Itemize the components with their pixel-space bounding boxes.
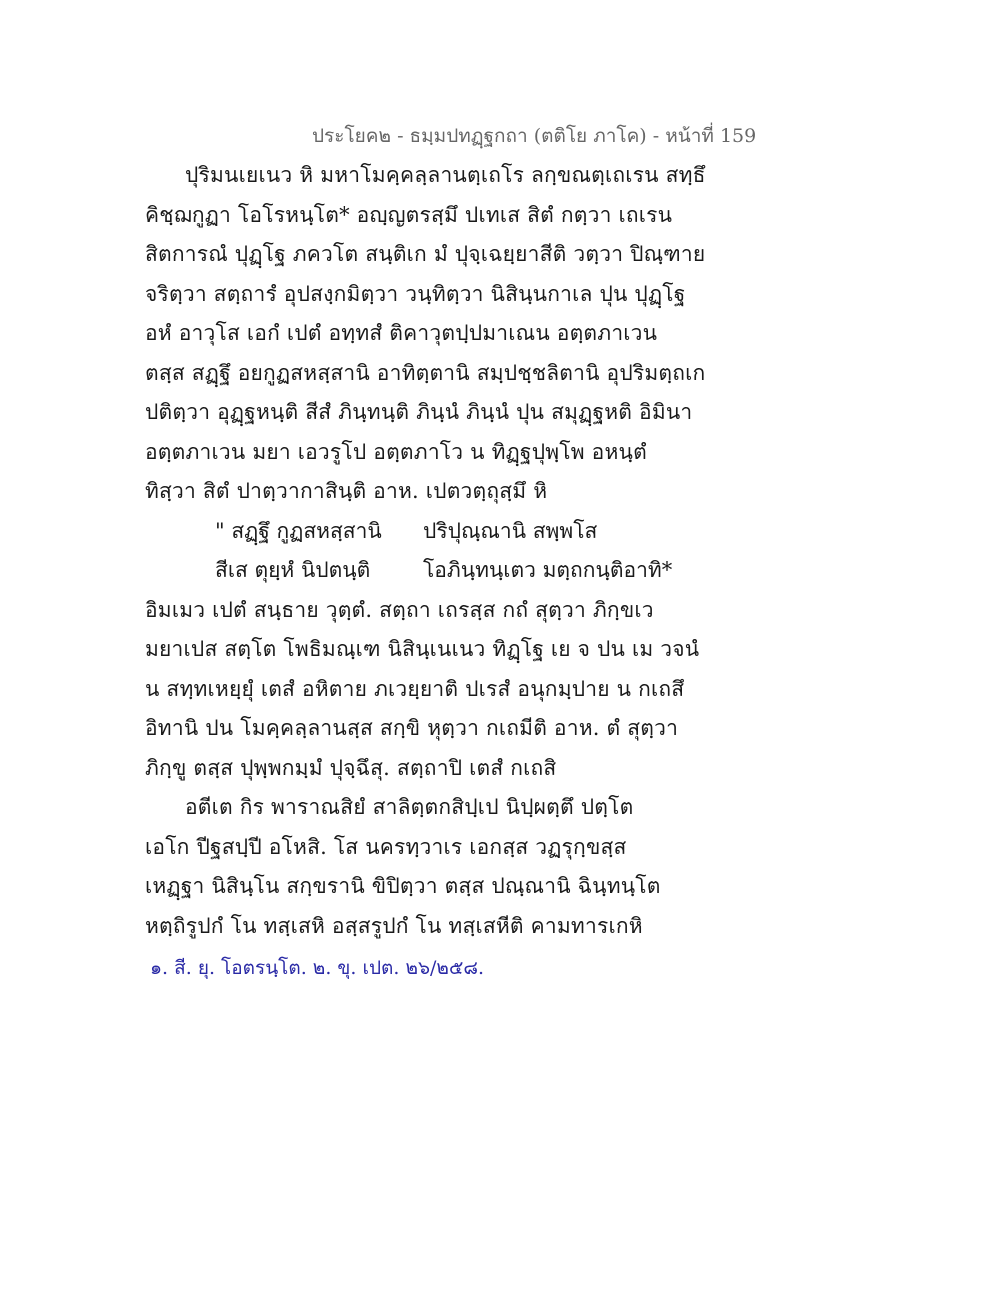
text-line: จริตฺวา สตฺถารํ อุปสงฺกมิตฺวา วนฺทิตฺวา นิสินฺนกาเล ปุน ปุฏฺโฐ <box>145 281 686 306</box>
text-line: หตฺถิรูปกํ โน ทสฺเสหิ อสฺสรูปกํ โน ทสฺเสหีติ คามทารเกหิ <box>145 913 643 938</box>
verse-line <box>145 512 705 552</box>
body-text <box>145 156 705 946</box>
text-line: เอโก ปีฐสปฺปี อโหสิ. โส นครทฺวาเร เอกสฺส วฏรุกฺขสฺส <box>145 834 627 859</box>
verse-second-half: โอภินฺทนฺเตว มตฺถกนฺติอาทิ* <box>423 558 673 582</box>
text-line: อตีเต กิร พาราณสิยํ สาลิตฺตกสิปฺเป นิปฺผตฺตึ ปตฺโต <box>185 795 634 819</box>
text-line: ปุริมนเยเนว หิ มหาโมคฺคลฺลานตฺเถโร ลกฺขณตฺเถเรน สทฺธึ <box>185 163 706 187</box>
footnote: ๑. สี. ยุ. โอตรนฺโต. ๒. ขุ. เปต. ๒๖/๒๕๘. <box>150 957 485 979</box>
text-line: คิชฺฌกูฏา โอโรหนฺโต* อญฺญตรสฺมึ ปเทเส สิตํ กตฺวา เถเรน <box>145 202 673 227</box>
text-line: สิตการณํ ปุฏฺโฐ ภควโต สนฺติเก มํ ปุจฺเฉยฺยาสีติ วตฺวา ปิณฺฑาย <box>145 242 706 266</box>
text-line: ตสฺส สฏฺฐึ อยกูฏสหสฺสานิ อาทิตฺตานิ สมฺปชฺชลิตานิ อุปริมตฺถเก <box>145 360 706 385</box>
page-header: ประโยค๒ - ธมฺมปทฏฺฐกถา (ตติโย ภาโค) - หน้าที่ 159 <box>312 125 757 147</box>
text-line: มยาเปส สตฺโต โพธิมณฺเฑ นิสินฺเนเนว ทิฏฺโฐ เย จ ปน เม วจนํ <box>145 637 700 661</box>
text-line: อตฺตภาเวน มยา เอวรูโป อตฺตภาโว น ทิฏฺฐปุพฺโพ อหนฺตํ <box>145 439 647 464</box>
text-line: น สทฺทเหยฺยุํ เตสํ อหิตาย ภเวยฺยาติ ปเรสํ อนุกมฺปาย น กเถสึ <box>145 676 685 701</box>
text-line: อิทานิ ปน โมคฺคลฺลานสฺส สกฺขิ หุตฺวา กเถมีติ อาห. ตํ สุตฺวา <box>145 716 679 740</box>
text-line: ปติตฺวา อุฏฺฐหนฺติ สีสํ ภินฺทนฺติ ภินฺนํ ภินฺนํ ปุน สมุฏฺฐหติ อิมินา <box>145 400 693 424</box>
verse-second-half: ปริปุณฺณานิ สพฺพโส <box>423 518 598 543</box>
text-line: เหฏฺฐา นิสินฺโน สกฺขรานิ ขิปิตฺวา ตสฺส ปณฺณานิ ฉินฺทนฺโต <box>145 874 661 898</box>
text-line: ภิกฺขู ตสฺส ปุพฺพกมฺมํ ปุจฺฉึสุ. สตฺถาปิ เตสํ กเถสิ <box>145 755 557 780</box>
verse-first-half: " สฏฺฐึ กูฏสหสฺสานิ <box>215 518 382 543</box>
verse-line <box>145 551 705 591</box>
text-line: อหํ อาวุโส เอกํ เปตํ อทฺทสํ ติคาวุตปฺปมาเณน อตฺตภาเวน <box>145 321 658 345</box>
verse-first-half: สีเส ตุยฺหํ นิปตนฺติ <box>215 558 371 582</box>
text-line: อิมเมว เปตํ สนฺธาย วุตฺตํ. สตฺถา เถรสฺส กถํ สุตฺวา ภิกฺขเว <box>145 597 654 622</box>
text-line: ทิสฺวา สิตํ ปาตฺวากาสินฺติ อาห. เปตวตฺถุสฺมึ หิ <box>145 479 548 503</box>
